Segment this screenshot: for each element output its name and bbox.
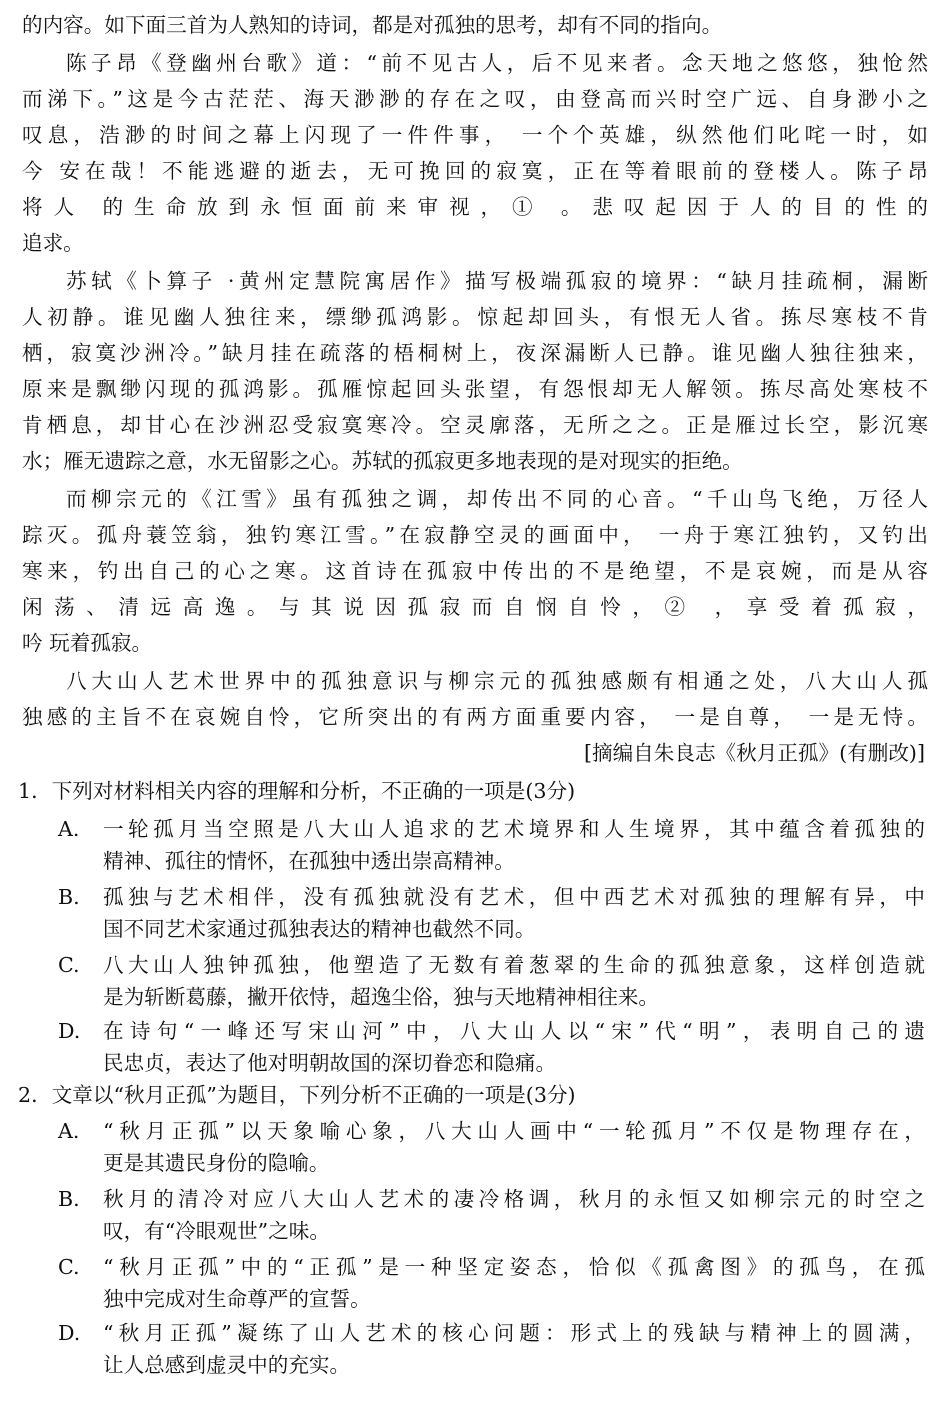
option-label: D. — [58, 1019, 81, 1043]
text-line: 八大山人艺术世界中的孤独意识与柳宗元的孤独感颇有相通之处，八大山人孤 — [66, 669, 928, 693]
text-line: 肯栖息，却甘心在沙洲忍受寂寞寒冷。空灵廓落，无所之之。正是雁过长空，影沉寒 — [22, 413, 928, 437]
text-line: 陈子昂《登幽州台歌》道：“前不见古人，后不见来者。念天地之悠悠，独怆然 — [66, 51, 928, 75]
source-citation: [摘编自朱良志《秋月正孤》(有删改)] — [583, 741, 925, 765]
option-text: 一轮孤月当空照是八大山人追求的艺术境界和人生境界，其中蕴含着孤独的 — [103, 817, 925, 841]
option-text: 叹，有“冷眼观世”之味。 — [103, 1219, 330, 1243]
option-text: 更是其遗民身份的隐喻。 — [103, 1151, 330, 1175]
option-text: 在诗句“一峰还写宋山河”中，八大山人以“宋”代“明”，表明自己的遗 — [103, 1019, 925, 1043]
text-line: 寒来，钓出自己的心之寒。这首诗在孤寂中传出的不是绝望，不是哀婉，而是从容 — [22, 559, 928, 583]
blank-1-line: 将人 的生命放到永恒面前来审视，① 。悲叹起因于人的目的性的 — [22, 195, 928, 219]
option-text: 孤独与艺术相伴，没有孤独就没有艺术，但中西艺术对孤独的理解有异，中 — [103, 885, 925, 909]
option-text: 精神、孤往的情怀，在孤独中透出崇高精神。 — [103, 849, 515, 873]
text-line: 栖，寂寞沙洲冷。”缺月挂在疏落的梧桐树上，夜深漏断人已静。谁见幽人独往独来， — [22, 341, 928, 365]
text-line: 而涕下。”这是今古茫茫、海天渺渺的存在之叹，由登高而兴时空广远、自身渺小之 — [22, 87, 928, 111]
option-label: C. — [58, 1255, 80, 1279]
option-text: 是为斩断葛藤，撇开依恃，超逸尘俗，独与天地精神相往来。 — [103, 985, 660, 1009]
option-label: B. — [58, 1187, 80, 1211]
question-stem: 1．下列对材料相关内容的理解和分析，不正确的一项是(3分) — [18, 779, 576, 803]
option-text: 秋月的清冷对应八大山人艺术的凄冷格调，秋月的永恒又如柳宗元的时空之 — [103, 1187, 925, 1211]
text-line: 追求。 — [22, 231, 84, 255]
text-line: 叹息，浩渺的时间之幕上闪现了一件件事， 一个个英雄，纵然他们叱咤一时，如 — [22, 123, 928, 147]
option-label: C. — [58, 953, 80, 977]
text-line: 独感的主旨不在哀婉自怜，它所突出的有两方面重要内容， 一是自尊， 一是无恃。 — [22, 705, 928, 729]
text-line: 苏轼《卜算子 ·黄州定慧院寓居作》描写极端孤寂的境界：“缺月挂疏桐，漏断 — [66, 269, 928, 293]
option-label: D. — [58, 1321, 81, 1345]
option-text: 让人总感到虚灵中的充实。 — [103, 1353, 351, 1377]
text-line: 水；雁无遗踪之意，水无留影之心。苏轼的孤寂更多地表现的是对现实的拒绝。 — [22, 449, 743, 473]
passage-intro: 的内容。如下面三首为人熟知的诗词，都是对孤独的思考，却有不同的指向。 — [22, 13, 723, 37]
text-line: 今 安在哉！不能逃避的逝去，无可挽回的寂寞，正在等着眼前的登楼人。陈子昂 — [22, 159, 928, 183]
option-text: “秋月正孤”以天象喻心象，八大山人画中“一轮孤月”不仅是物理存在， — [103, 1119, 925, 1143]
option-text: 民忠贞，表达了他对明朝故国的深切眷恋和隐痛。 — [103, 1051, 557, 1075]
option-text: 国不同艺术家通过孤独表达的精神也截然不同。 — [103, 917, 536, 941]
option-text: 独中完成对生命尊严的宣誓。 — [103, 1287, 371, 1311]
text-line: 吟 玩着孤寂。 — [22, 631, 153, 655]
option-text: 八大山人独钟孤独，他塑造了无数有着葱翠的生命的孤独意象，这样创造就 — [103, 953, 925, 977]
text-line: 人初静。谁见幽人独往来，缥缈孤鸿影。惊起却回头，有恨无人省。拣尽寒枝不肯 — [22, 305, 928, 329]
question-stem: 2．文章以“秋月正孤”为题目，下列分析不正确的一项是(3分) — [18, 1083, 576, 1107]
text-line: 原来是飘缈闪现的孤鸿影。孤雁惊起回头张望，有怨恨却无人解领。拣尽高处寒枝不 — [22, 377, 928, 401]
option-text: “秋月正孤”中的“正孤”是一种坚定姿态，恰似《孤禽图》的孤鸟，在孤 — [103, 1255, 925, 1279]
option-text: “秋月正孤”凝练了山人艺术的核心问题：形式上的残缺与精神上的圆满， — [103, 1321, 925, 1345]
blank-2-line: 闲荡、清远高逸。与其说因孤寂而自悯自怜，② ，享受着孤寂， — [22, 595, 928, 619]
text-line: 踪灭。孤舟蓑笠翁，独钓寒江雪。”在寂静空灵的画面中， 一舟于寒江独钓，又钓出 — [22, 523, 928, 547]
option-label: A. — [58, 817, 80, 841]
text-line: 而柳宗元的《江雪》虽有孤独之调，却传出不同的心音。“千山鸟飞绝，万径人 — [66, 487, 928, 511]
option-label: A. — [58, 1119, 80, 1143]
option-label: B. — [58, 885, 80, 909]
